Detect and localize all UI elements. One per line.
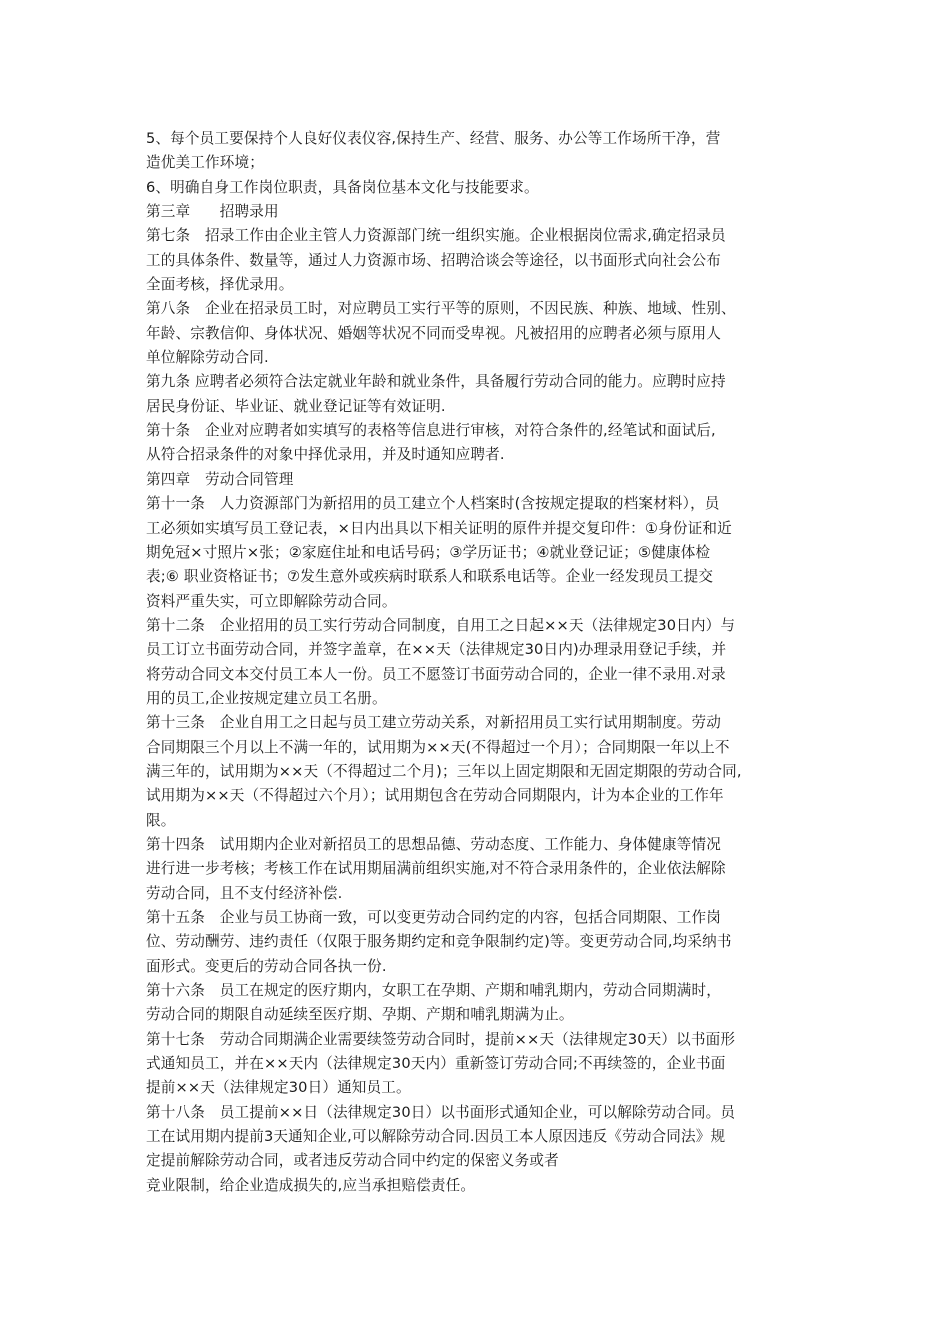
text-line: 员工订立书面劳动合同，并签字盖章，在××天（法律规定30日内)办理录用登记手续，并 (146, 641, 727, 659)
text-line: 单位解除劳动合同. (146, 349, 269, 367)
text-line: 期免冠×寸照片×张；②家庭住址和电话号码；③学历证书；④就业登记证；⑤健康体检 (146, 543, 711, 561)
text-line: 劳动合同的期限自动延续至医疗期、孕期、产期和哺乳期满为止。 (146, 1006, 574, 1024)
text-line: 居民身份证、毕业证、就业登记证等有效证明. (146, 397, 446, 415)
text-line: 第十五条 企业与员工协商一致，可以变更劳动合同约定的内容，包括合同期限、工作岗 (146, 909, 722, 926)
text-line: 资料严重失实，可立即解除劳动合同。 (146, 592, 397, 610)
text-line: 5、每个员工要保持个人良好仪表仪容,保持生产、经营、服务、办公等工作场所干净，营 (146, 130, 721, 147)
text-line: 位、劳动酬劳、违约责任（仅限于服务期约定和竞争限制约定)等。变更劳动合同,均采纳书 (146, 933, 732, 951)
text-line: 年龄、宗教信仰、身体状况、婚姻等状况不同而受卑视。凡被招用的应聘者必须与原用人 (146, 324, 722, 342)
text-line: 定提前解除劳动合同，或者违反劳动合同中约定的保密义务或者 (146, 1152, 559, 1170)
text-line: 工在试用期内提前3天通知企业,可以解除劳动合同.因员工本人原因违反《劳动合同法》规 (146, 1128, 726, 1146)
text-line: 第十八条 员工提前××日（法律规定30日）以书面形式通知企业，可以解除劳动合同。员 (146, 1103, 736, 1121)
text-line: 第十一条 人力资源部门为新招用的员工建立个人档案时(含按规定提取的档案材料），员 (146, 495, 720, 513)
text-line: 第十七条 劳动合同期满企业需要续签劳动合同时，提前××天（法律规定30天）以书面形 (146, 1030, 736, 1048)
text-line: 第十条 企业对应聘者如实填写的表格等信息进行审核，对符合条件的,经笔试和面试后, (146, 422, 716, 440)
text-line: 竞业限制，给企业造成损失的,应当承担赔偿责任。 (146, 1176, 476, 1194)
text-line: 试用期为××天（不得超过六个月）；试用期包含在劳动合同期限内，计为本企业的工作年 (146, 787, 724, 805)
text-line: 第四章 劳动合同管理 (146, 470, 294, 488)
text-line: 满三年的，试用期为××天（不得超过二个月)；三年以上固定期限和无固定期限的劳动合同, (146, 762, 742, 780)
text-line: 表;⑥ 职业资格证书；⑦发生意外或疾病时联系人和联系电话等。企业一经发现员工提交 (146, 568, 714, 586)
text-line: 工的具体条件、数量等，通过人力资源市场、招聘洽谈会等途径，以书面形式向社会公布 (146, 251, 722, 269)
text-line: 第三章 招聘录用 (146, 203, 279, 221)
text-line: 造优美工作环境； (146, 154, 264, 172)
text-line: 第十六条 员工在规定的医疗期内，女职工在孕期、产期和哺乳期内，劳动合同期满时， (146, 982, 722, 1000)
text-line: 第九条 应聘者必须符合法定就业年龄和就业条件，具备履行劳动合同的能力。应聘时应持 (146, 373, 726, 391)
text-line: 第八条 企业在招录员工时，对应聘员工实行平等的原则，不因民族、种族、地域、性别、 (146, 300, 736, 318)
text-line: 工必须如实填写员工登记表，×日内出具以下相关证明的原件并提交复印件：①身份证和近 (146, 519, 732, 537)
text-line: 将劳动合同文本交付员工本人一份。员工不愿签订书面劳动合同的，企业一律不录用.对录 (146, 665, 726, 683)
text-line: 第七条 招录工作由企业主管人力资源部门统一组织实施。企业根据岗位需求,确定招录员 (146, 227, 726, 245)
text-line: 限。 (146, 811, 176, 829)
text-line: 进行进一步考核；考核工作在试用期届满前组织实施,对不符合录用条件的，企业依法解除 (146, 860, 726, 878)
text-line: 6、明确自身工作岗位职责，具备岗位基本文化与技能要求。 (146, 178, 539, 196)
document-body (146, 127, 812, 1198)
text-line: 全面考核，择优录用。 (146, 276, 294, 294)
text-line: 从符合招录条件的对象中择优录用，并及时通知应聘者. (146, 446, 505, 464)
text-line: 第十三条 企业自用工之日起与员工建立劳动关系，对新招用员工实行试用期制度。劳动 (146, 714, 722, 732)
text-line: 面形式。变更后的劳动合同各执一份. (146, 957, 387, 975)
text-line: 式通知员工，并在××天内（法律规定30天内）重新签订劳动合同;不再续签的，企业书面 (146, 1055, 726, 1073)
text-line: 第十二条 企业招用的员工实行劳动合同制度，自用工之日起××天（法律规定30日内）与 (146, 616, 736, 634)
text-line: 第十四条 试用期内企业对新招员工的思想品德、劳动态度、工作能力、身体健康等情况 (146, 835, 722, 853)
text-line: 合同期限三个月以上不满一年的，试用期为××天(不得超过一个月）；合同期限一年以上不 (146, 738, 730, 756)
text-line: 提前××天（法律规定30日）通知员工。 (146, 1079, 411, 1097)
text-line: 劳动合同，且不支付经济补偿. (146, 884, 343, 902)
text-line: 用的员工,企业按规定建立员工名册。 (146, 689, 387, 707)
